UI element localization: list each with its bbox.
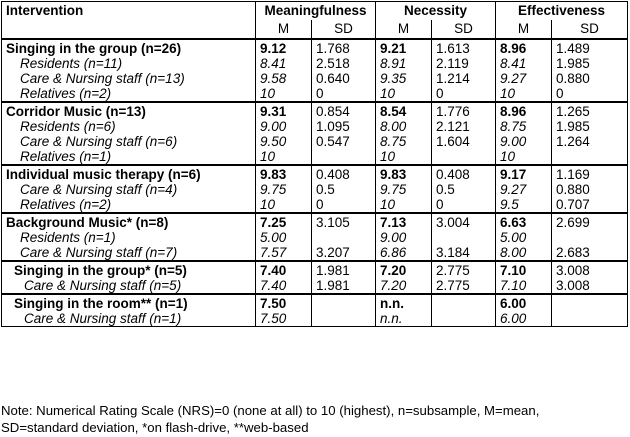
effectiveness-m-cell: 9.5 <box>496 197 552 213</box>
effectiveness-m-cell: 8.00 <box>496 245 552 261</box>
meaningfulness-m-cell: 9.00 <box>256 119 312 134</box>
effectiveness-m-cell: 10 <box>496 149 552 165</box>
meaningfulness-sd-cell: 0.854 <box>312 102 376 119</box>
necessity-sd-cell: 1.776 <box>432 102 496 119</box>
necessity-m-cell: 7.20 <box>376 278 432 294</box>
subheader-sd: SD <box>432 20 496 39</box>
meaningfulness-sd-cell: 0 <box>312 86 376 102</box>
header-intervention: Intervention <box>2 2 256 21</box>
necessity-m-cell: 9.00 <box>376 230 432 245</box>
meaningfulness-sd-cell: 1.768 <box>312 39 376 56</box>
necessity-m-cell: n.n. <box>376 294 432 311</box>
effectiveness-m-cell: 9.00 <box>496 134 552 149</box>
effectiveness-sd-cell: 0 <box>552 86 628 102</box>
effectiveness-sd-cell: 1.264 <box>552 134 628 149</box>
subheader-m: M <box>496 20 552 39</box>
meaningfulness-sd-cell <box>312 294 376 311</box>
table-group-row <box>2 294 628 311</box>
effectiveness-sd-cell: 0.880 <box>552 182 628 197</box>
meaningfulness-m-cell: 9.75 <box>256 182 312 197</box>
effectiveness-sd-cell: 3.008 <box>552 278 628 294</box>
necessity-sd-cell: 3.184 <box>432 245 496 261</box>
effectiveness-m-cell: 9.27 <box>496 182 552 197</box>
meaningfulness-m-cell: 8.41 <box>256 56 312 71</box>
table-group-row <box>2 102 628 119</box>
effectiveness-sd-cell: 3.008 <box>552 261 628 278</box>
meaningfulness-m-cell: 7.50 <box>256 294 312 311</box>
meaningfulness-m-cell: 5.00 <box>256 230 312 245</box>
row-label: Care & Nursing staff (n=13) <box>2 71 256 86</box>
effectiveness-m-cell: 8.96 <box>496 39 552 56</box>
row-label: Relatives (n=1) <box>2 149 256 165</box>
header-necessity: Necessity <box>376 2 496 21</box>
necessity-sd-cell: 1.214 <box>432 71 496 86</box>
effectiveness-m-cell: 7.10 <box>496 278 552 294</box>
necessity-sd-cell: 2.121 <box>432 119 496 134</box>
table-group-row <box>2 165 628 182</box>
subheader-m: M <box>376 20 432 39</box>
effectiveness-sd-cell: 1.985 <box>552 56 628 71</box>
meaningfulness-m-cell: 7.40 <box>256 261 312 278</box>
row-label: Residents (n=6) <box>2 119 256 134</box>
effectiveness-sd-cell <box>552 149 628 165</box>
meaningfulness-sd-cell: 0.640 <box>312 71 376 86</box>
necessity-sd-cell <box>432 311 496 327</box>
effectiveness-sd-cell: 1.265 <box>552 102 628 119</box>
subheader-sd: SD <box>312 20 376 39</box>
meaningfulness-sd-cell <box>312 311 376 327</box>
necessity-sd-cell: 0.5 <box>432 182 496 197</box>
necessity-sd-cell: 0 <box>432 86 496 102</box>
effectiveness-sd-cell: 2.699 <box>552 213 628 230</box>
effectiveness-sd-cell: 0.707 <box>552 197 628 213</box>
meaningfulness-m-cell: 9.31 <box>256 102 312 119</box>
meaningfulness-sd-cell <box>312 230 376 245</box>
row-label: Care & Nursing staff (n=1) <box>2 311 256 327</box>
meaningfulness-m-cell: 7.57 <box>256 245 312 261</box>
table-row <box>2 245 628 261</box>
necessity-m-cell: n.n. <box>376 311 432 327</box>
row-label: Care & Nursing staff (n=7) <box>2 245 256 261</box>
necessity-m-cell: 6.86 <box>376 245 432 261</box>
effectiveness-sd-cell: 2.683 <box>552 245 628 261</box>
necessity-m-cell: 8.00 <box>376 119 432 134</box>
necessity-sd-cell: 0.408 <box>432 165 496 182</box>
necessity-m-cell: 7.13 <box>376 213 432 230</box>
effectiveness-m-cell: 8.75 <box>496 119 552 134</box>
necessity-sd-cell: 2.775 <box>432 278 496 294</box>
note-line-2: SD=standard deviation, *on flash-drive, **web-based <box>1 420 309 435</box>
necessity-sd-cell: 1.613 <box>432 39 496 56</box>
meaningfulness-sd-cell: 2.518 <box>312 56 376 71</box>
meaningfulness-m-cell: 9.12 <box>256 39 312 56</box>
table-row <box>2 149 628 165</box>
effectiveness-m-cell: 6.00 <box>496 294 552 311</box>
subheader-sd: SD <box>552 20 628 39</box>
meaningfulness-sd-cell: 1.981 <box>312 261 376 278</box>
effectiveness-m-cell: 8.96 <box>496 102 552 119</box>
effectiveness-sd-cell <box>552 294 628 311</box>
table-note <box>1 402 629 436</box>
effectiveness-m-cell: 9.17 <box>496 165 552 182</box>
meaningfulness-m-cell: 10 <box>256 197 312 213</box>
meaningfulness-m-cell: 9.58 <box>256 71 312 86</box>
effectiveness-sd-cell <box>552 311 628 327</box>
table-group-row <box>2 213 628 230</box>
necessity-sd-cell: 0 <box>432 197 496 213</box>
necessity-m-cell: 9.21 <box>376 39 432 56</box>
meaningfulness-sd-cell: 3.105 <box>312 213 376 230</box>
necessity-sd-cell: 2.119 <box>432 56 496 71</box>
header-row <box>2 2 628 21</box>
necessity-sd-cell: 1.604 <box>432 134 496 149</box>
meaningfulness-m-cell: 9.83 <box>256 165 312 182</box>
row-label: Relatives (n=2) <box>2 197 256 213</box>
effectiveness-sd-cell <box>552 230 628 245</box>
effectiveness-m-cell: 6.00 <box>496 311 552 327</box>
necessity-m-cell: 10 <box>376 86 432 102</box>
effectiveness-m-cell: 9.27 <box>496 71 552 86</box>
header-meaningfulness: Meaningfulness <box>256 2 376 21</box>
header-effectiveness: Effectiveness <box>496 2 628 21</box>
row-label: Care & Nursing staff (n=5) <box>2 278 256 294</box>
row-label: Care & Nursing staff (n=4) <box>2 182 256 197</box>
subheader-blank <box>2 20 256 39</box>
meaningfulness-m-cell: 10 <box>256 149 312 165</box>
effectiveness-m-cell: 7.10 <box>496 261 552 278</box>
effectiveness-m-cell: 5.00 <box>496 230 552 245</box>
meaningfulness-m-cell: 7.25 <box>256 213 312 230</box>
table-row <box>2 134 628 149</box>
subheader-row <box>2 20 628 39</box>
necessity-sd-cell: 3.004 <box>432 213 496 230</box>
meaningfulness-sd-cell: 1.095 <box>312 119 376 134</box>
meaningfulness-sd-cell: 3.207 <box>312 245 376 261</box>
effectiveness-m-cell: 8.41 <box>496 56 552 71</box>
necessity-m-cell: 8.75 <box>376 134 432 149</box>
note-line-1: Note: Numerical Rating Scale (NRS)=0 (none at all) to 10 (highest), n=subsample, M=mean, <box>1 403 540 418</box>
meaningfulness-sd-cell: 1.981 <box>312 278 376 294</box>
row-label: Singing in the group* (n=5) <box>2 261 256 278</box>
meaningfulness-m-cell: 10 <box>256 86 312 102</box>
necessity-m-cell: 10 <box>376 197 432 213</box>
row-label: Relatives (n=2) <box>2 86 256 102</box>
effectiveness-sd-cell: 0.880 <box>552 71 628 86</box>
meaningfulness-sd-cell: 0 <box>312 197 376 213</box>
necessity-m-cell: 10 <box>376 149 432 165</box>
table-row <box>2 56 628 71</box>
meaningfulness-m-cell: 9.50 <box>256 134 312 149</box>
subheader-m: M <box>256 20 312 39</box>
results-table <box>1 1 628 327</box>
meaningfulness-sd-cell: 0.547 <box>312 134 376 149</box>
row-label: Residents (n=1) <box>2 230 256 245</box>
row-label: Singing in the room** (n=1) <box>2 294 256 311</box>
effectiveness-m-cell: 10 <box>496 86 552 102</box>
meaningfulness-sd-cell <box>312 149 376 165</box>
meaningfulness-sd-cell: 0.5 <box>312 182 376 197</box>
row-label: Residents (n=11) <box>2 56 256 71</box>
necessity-sd-cell: 2.775 <box>432 261 496 278</box>
necessity-m-cell: 8.91 <box>376 56 432 71</box>
necessity-m-cell: 9.83 <box>376 165 432 182</box>
row-label: Individual music therapy (n=6) <box>2 165 256 182</box>
table-row <box>2 71 628 86</box>
necessity-m-cell: 9.75 <box>376 182 432 197</box>
effectiveness-m-cell: 6.63 <box>496 213 552 230</box>
table-row <box>2 119 628 134</box>
table-row <box>2 278 628 294</box>
row-label: Care & Nursing staff (n=6) <box>2 134 256 149</box>
table-row <box>2 311 628 327</box>
meaningfulness-sd-cell: 0.408 <box>312 165 376 182</box>
table-row <box>2 230 628 245</box>
effectiveness-sd-cell: 1.489 <box>552 39 628 56</box>
table-row <box>2 197 628 213</box>
necessity-m-cell: 9.35 <box>376 71 432 86</box>
necessity-sd-cell <box>432 230 496 245</box>
row-label: Background Music* (n=8) <box>2 213 256 230</box>
necessity-m-cell: 7.20 <box>376 261 432 278</box>
effectiveness-sd-cell: 1.169 <box>552 165 628 182</box>
effectiveness-sd-cell: 1.985 <box>552 119 628 134</box>
necessity-sd-cell <box>432 149 496 165</box>
row-label: Corridor Music (n=13) <box>2 102 256 119</box>
table-group-row <box>2 39 628 56</box>
table-group-row <box>2 261 628 278</box>
necessity-sd-cell <box>432 294 496 311</box>
row-label: Singing in the group (n=26) <box>2 39 256 56</box>
necessity-m-cell: 8.54 <box>376 102 432 119</box>
meaningfulness-m-cell: 7.40 <box>256 278 312 294</box>
table-row <box>2 182 628 197</box>
table-row <box>2 86 628 102</box>
meaningfulness-m-cell: 7.50 <box>256 311 312 327</box>
